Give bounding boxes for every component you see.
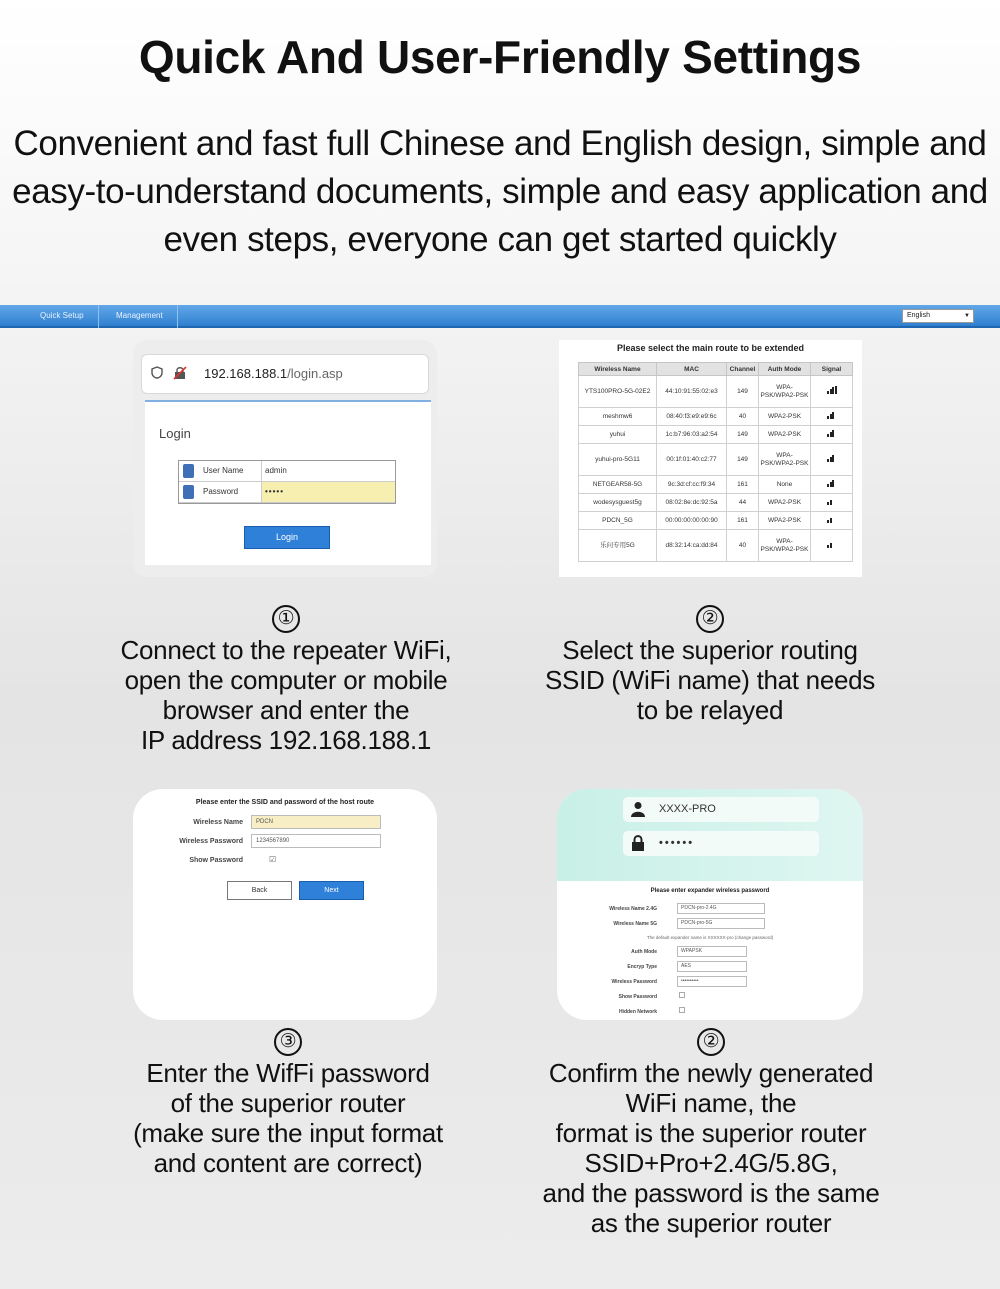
step4-caption-line: SSID+Pro+2.4G/5.8G, (584, 1148, 838, 1178)
step1-caption-line: Connect to the repeater WiFi, (120, 635, 452, 665)
username-input[interactable]: admin (261, 461, 395, 481)
ssid-value: XXXX-PRO (659, 803, 716, 815)
signal-icon (827, 429, 836, 437)
step1-number: ① (272, 605, 300, 633)
username-label: User Name (203, 466, 244, 475)
step3-number: ③ (274, 1028, 302, 1056)
col-mac: MAC (657, 363, 727, 376)
show-password-checkbox[interactable]: ☑ (269, 855, 277, 864)
step3-caption-line: of the superior router (170, 1088, 406, 1118)
auth-mode-select[interactable]: WPAPSK (677, 946, 747, 957)
wireless-password-input[interactable]: 1234567890 (251, 834, 381, 848)
step1-caption-line: open the computer or mobile (124, 665, 448, 695)
ssid-field[interactable] (623, 797, 819, 822)
show-password-label: Show Password (189, 857, 243, 864)
address-path: /login.asp (287, 366, 343, 381)
step4-caption-line: WiFi name, the (625, 1088, 797, 1118)
pass-field[interactable] (623, 831, 819, 856)
wireless-password-input[interactable]: •••••••••• (677, 976, 747, 987)
step1-caption-line: browser and enter the (162, 695, 410, 725)
show-password-label: Show Password (618, 994, 657, 1000)
confirm-screenshot (557, 789, 863, 1020)
username-row (179, 461, 395, 482)
router-list-screenshot (559, 340, 862, 577)
language-select[interactable] (902, 309, 974, 323)
step2-caption-line: Select the superior routing (562, 635, 858, 665)
chevron-down-icon: ▼ (964, 313, 970, 319)
table-row[interactable]: wodesysguest5g 08:02:8e:dc:92:5a 44 WPA2-PSK (579, 494, 853, 512)
table-row[interactable]: meshmw6 08:40:f3:e9:e9:6c 40 WPA2-PSK (579, 408, 853, 426)
language-value: English (907, 312, 930, 319)
step4-caption (520, 1023, 902, 1238)
password-row (179, 482, 395, 503)
name5-label: Wireless Name 5G (613, 921, 657, 927)
step4-caption-line: format is the superior router (555, 1118, 867, 1148)
user-icon (183, 464, 194, 478)
step3-caption-line: Enter the WifFi password (146, 1058, 430, 1088)
step2-caption-line: to be relayed (636, 695, 784, 725)
signal-icon (827, 454, 836, 462)
signal-icon (827, 411, 836, 419)
step4-caption-line: Confirm the newly generated (548, 1058, 874, 1088)
page-title: Quick And User-Friendly Settings (138, 31, 862, 83)
signal-icon (827, 479, 836, 487)
encrypt-type-select[interactable]: AES (677, 961, 747, 972)
signal-icon (827, 386, 836, 394)
wireless-password-label: Wireless Password (611, 979, 657, 985)
table-row[interactable]: NETGEAR58-5G 9c:3d:cf:cc:f9:34 161 None (579, 476, 853, 494)
step2-number: ② (696, 605, 724, 633)
router-nav-bar (0, 305, 1000, 328)
hidden-network-checkbox[interactable] (679, 1007, 685, 1013)
page-subtitle: Convenient and fast full Chinese and English design, simple and easy-to-understand documents, simple and easy application and even steps, everyone can get started quickly (12, 124, 988, 259)
address-host: 192.168.188.1 (204, 366, 288, 381)
expander-note: The default expander name is XXXXXX-pro (change password) (646, 935, 774, 940)
user-icon (631, 801, 645, 817)
password-form-screenshot (133, 789, 437, 1020)
step1-caption (96, 600, 476, 755)
col-signal: Signal (811, 363, 853, 376)
step4-caption-line: as the superior router (590, 1208, 832, 1238)
step3-caption-line: (make sure the input format (133, 1118, 443, 1148)
col-auth-mode: Auth Mode (759, 363, 811, 376)
wireless-password-label: Wireless Password (179, 838, 243, 845)
signal-icon (827, 497, 836, 505)
signal-icon (827, 540, 836, 548)
step1-caption-line: IP address 192.168.188.1 (140, 725, 432, 755)
router-table (578, 362, 853, 562)
nav-management[interactable]: Management (102, 305, 178, 328)
lock-icon (631, 835, 645, 851)
next-button[interactable]: Next (299, 881, 364, 900)
step2-caption (520, 600, 900, 725)
wireless-name-input[interactable]: PDCN (251, 815, 381, 829)
col-channel: Channel (727, 363, 759, 376)
insecure-lock-icon (173, 366, 187, 383)
login-title: Login (159, 426, 191, 441)
name24-input[interactable]: PDCN-pro-2.4G (677, 903, 765, 914)
login-screenshot (133, 340, 437, 577)
password-input[interactable]: ••••• (261, 482, 395, 502)
back-button[interactable]: Back (227, 881, 292, 900)
signal-icon (827, 515, 836, 523)
table-row[interactable]: yuhui-pro-5G11 00:1f:01:40:c2:77 149 WPA-PSK/WPA2-PSK (579, 444, 853, 476)
table-row[interactable]: yuhui 1c:b7:96:03:a2:54 149 WPA2-PSK (579, 426, 853, 444)
nav-quick-setup[interactable]: Quick Setup (26, 305, 99, 328)
step2-caption-line: SSID (WiFi name) that needs (544, 665, 875, 695)
password-form-title: Please enter the SSID and password of the host route (195, 799, 375, 806)
shield-icon (151, 366, 163, 382)
show-password-checkbox[interactable] (679, 992, 685, 998)
password-label: Password (203, 487, 239, 496)
login-button[interactable]: Login (244, 526, 330, 549)
router-list-title: Please select the main route to be extended (616, 343, 805, 353)
hidden-network-label: Hidden Network (618, 1009, 657, 1015)
wireless-name-label: Wireless Name (193, 819, 243, 826)
table-row[interactable]: YTS100PRO-5G-02E2 44:10:91:55:02:e3 149 WPA-PSK/WPA2-PSK (579, 376, 853, 408)
auth-mode-label: Auth Mode (631, 949, 657, 955)
name5-input[interactable]: PDCN-pro-5G (677, 918, 765, 929)
table-row[interactable]: PDCN_5G 00:00:00:00:00:90 161 WPA2-PSK (579, 512, 853, 530)
expander-form-title: Please enter expander wireless password (650, 888, 770, 894)
step3-caption-line: and content are correct) (153, 1148, 423, 1178)
name24-label: Wireless Name 2.4G (609, 906, 657, 912)
step4-caption-line: and the password is the same (542, 1178, 880, 1208)
col-wireless-name: Wireless Name (579, 363, 657, 376)
credentials-header (557, 789, 863, 881)
step3-caption (98, 1023, 478, 1178)
encrypt-type-label: Encryp Type (627, 964, 657, 970)
pass-value: •••••• (659, 837, 695, 849)
login-panel (145, 400, 431, 565)
table-row[interactable]: 乐问专用5G d8:32:14:ca:dd:84 40 WPA-PSK/WPA2-PSK (579, 530, 853, 562)
login-form (178, 460, 396, 504)
lock-icon (183, 485, 194, 499)
step4-number: ② (697, 1028, 725, 1056)
